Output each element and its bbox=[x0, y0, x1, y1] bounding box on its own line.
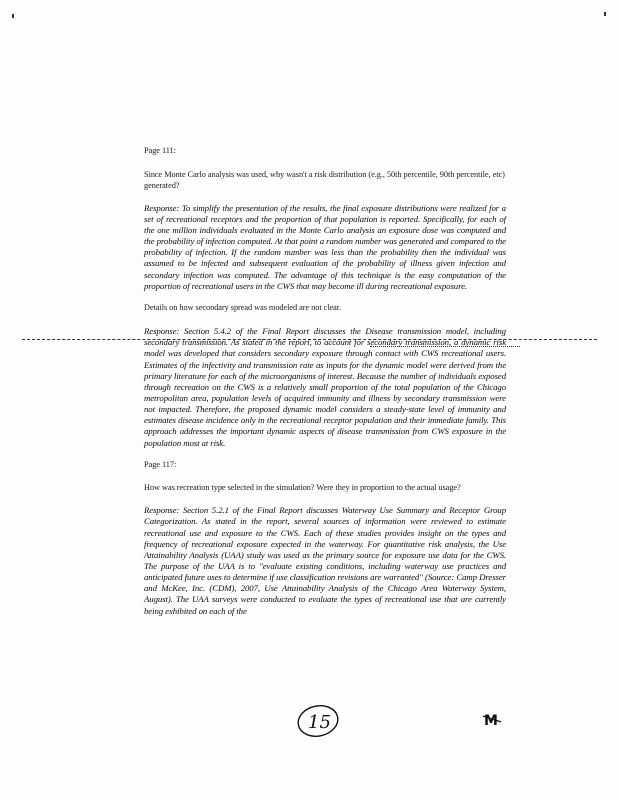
response-label: Response: bbox=[144, 326, 180, 337]
response-text: Section 5.2.1 of the Final Report discusses Waterway Use Summary and Receptor Group Categorization. As stated in the report, several sources of information were reviewed to estimate recreational use and exposure to the CWS. Each of these studies provides insight on the types and frequency of recreational exposure expected in the waterway. For quantitative risk analysis, the Use Attainability Analysis (UAA) study was used as the primary source for exposure use data for the CWS. The purpose of the UAA is to "evaluate existing conditions, including waterway use practices and anticipated future uses to determine if use classification revisions are warranted" (Source: Camp Dresser and McKee, Inc. (CDM), 2007, Use Attainability Analysis of the Chicago Area Waterway System, August). The UAA surveys were conducted to evaluate the types of recreational use that are currently being exhibited on each of the bbox=[144, 505, 506, 616]
question-secondary-spread: Details on how secondary spread was modeled are not clear. bbox=[144, 302, 342, 312]
svg-text:15: 15 bbox=[308, 712, 331, 733]
scan-speck bbox=[604, 12, 606, 16]
response-label: Response: bbox=[144, 505, 180, 516]
response-disease-transmission bbox=[144, 326, 506, 449]
scan-speck bbox=[12, 14, 14, 18]
scan-artifact-line bbox=[22, 339, 597, 340]
response-label: Response: bbox=[144, 202, 180, 213]
page-heading-117: Page 117: bbox=[144, 459, 177, 469]
response-text: Section 5.4.2 of the Final Report discusses the Disease transmission model, including secondary transmission. As stated in the report, to account for secondary transmission, a dynamic risk model was developed that considers secondary exposure through contact with CWS recreational users. Estimates of the infectivity and transmission rate as inputs for the dynamic model were derived from the primary literature for each of the microorganisms of interest. Because the number of individuals exposed through recreation on the CWS is a relatively small proportion of the total population of the Chicago metropolitan area, population levels of acquired immunity and illness by secondary transmission were not impacted. Therefore, the proposed dynamic model considers a steady-state level of immunity and estimates disease incidence only in the recreational receptor population and their immediate family. This approach addresses the important dynamic aspects of disease transmission from CWS exposure in the population most at risk. bbox=[144, 326, 506, 448]
question-text: Since Monte Carlo analysis was used, why wasn't a risk distribution (e.g., 50th percentile, 90th percentile, etc) generated? bbox=[144, 170, 505, 191]
question-recreation-type: How was recreation type selected in the simulation? Were they in proportion to the actual usage? bbox=[144, 482, 461, 492]
question-risk-distribution bbox=[144, 169, 506, 191]
initial-mark bbox=[480, 708, 504, 730]
svg-text:M: M bbox=[484, 713, 498, 729]
response-text: To simplify the presentation of the results, the final exposure distributions were realized for a set of recreational receptors and the proportion of that population is reported. Specifically, for each of the one million individuals evaluated in the Monte Carlo analysis an exposure dose was computed and the probability of infection computed. At that point a random number was generated and compared to the probability of infection. If the random number was less than the probability then the individual was assumed to be infected and subsequent evaluation of the probability of illness given infection and secondary infection was computed. The advantage of this technique is the easy computation of the proportion of recreational users in the CWS that may become ill during recreational exposure. bbox=[144, 202, 506, 291]
handwritten-page-number bbox=[295, 702, 341, 740]
response-monte-carlo bbox=[144, 203, 506, 292]
document-body bbox=[144, 145, 506, 617]
response-waterway-use bbox=[144, 505, 506, 617]
page-heading-111: Page 111: bbox=[144, 146, 176, 155]
scan-artifact-line bbox=[370, 346, 520, 347]
